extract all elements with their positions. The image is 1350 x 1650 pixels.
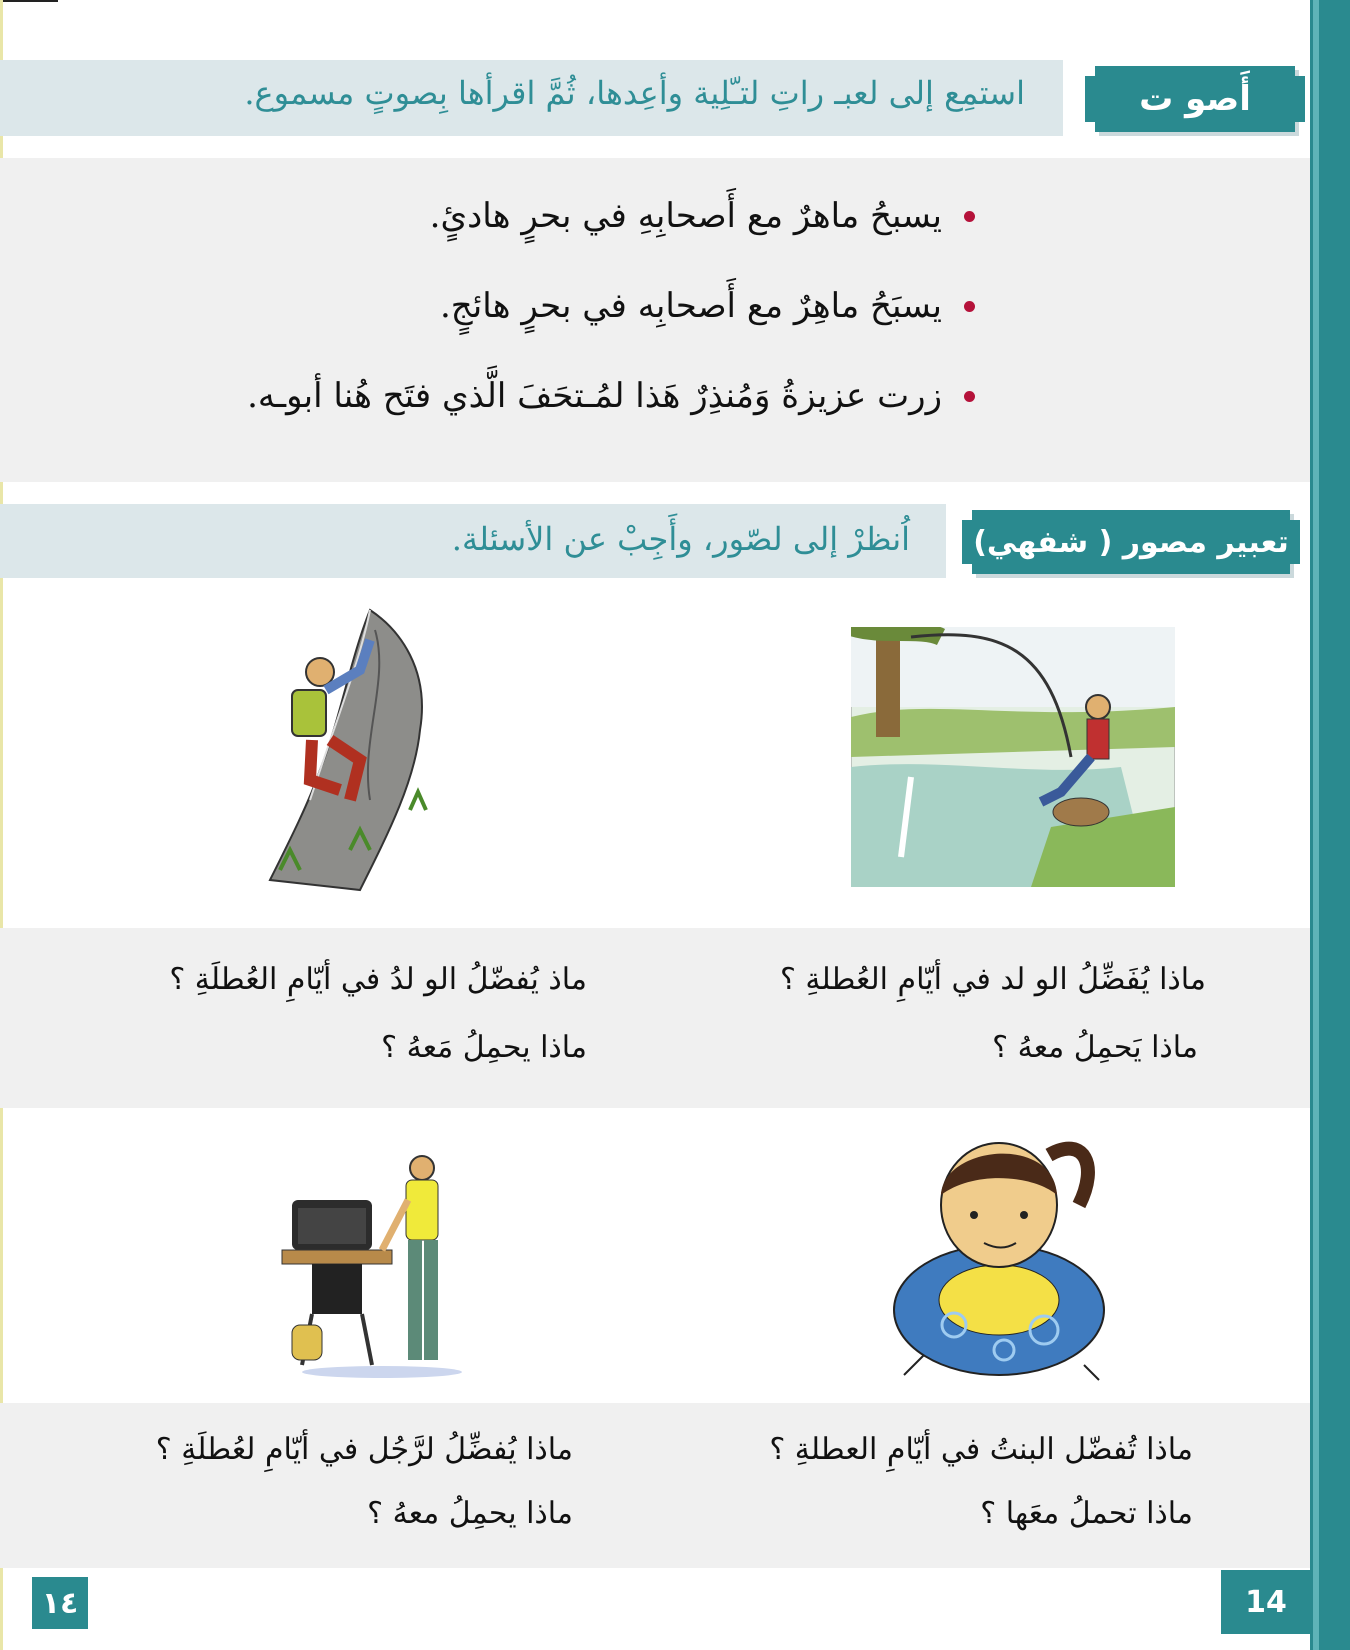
- page-number-arabic-text: ١٤: [41, 1585, 79, 1621]
- question-climbing-2: ماذا يحمِلُ مَعهُ ؟: [381, 1030, 587, 1065]
- expression-instruction: اُنظرْ إلى لصّور، وأَجِبْ عن الأسئلة.: [451, 520, 910, 558]
- bullet-icon: [964, 301, 975, 312]
- sentence-text: زرت عزيزةُ وَمُنذِرٌ هَذا لمُـتحَفَ الَّذي فتَح هُنا أبوـه.: [247, 376, 942, 416]
- expression-section-tag: [972, 510, 1290, 574]
- question-bbq-1: ماذا يُفضِّلُ لرَّجُل في أيّامِ لعُطلَةِ ؟: [155, 1432, 573, 1467]
- right-edge-highlight: [1313, 0, 1319, 1650]
- sound-tag-label: أَصو ت: [1139, 79, 1251, 119]
- page-number-latin: [1221, 1570, 1311, 1634]
- question-bbq-2: ماذا يحمِلُ معهُ ؟: [367, 1496, 573, 1531]
- sentence-1: [430, 196, 975, 236]
- bullet-icon: [964, 391, 975, 402]
- question-fishing-2: ماذا يَحمِلُ معهُ ؟: [992, 1030, 1198, 1065]
- questions-panel-2: [0, 1403, 1310, 1568]
- question-girl-1: ماذا تُفضّل البنتُ في أيّامِ العطلةِ ؟: [769, 1432, 1193, 1467]
- sentence-text: يسبَحُ ماهِرٌ مع أَصحابِه في بحرٍ هائجٍ.: [440, 286, 942, 326]
- sentence-3: [247, 376, 975, 416]
- bullet-icon: [964, 211, 975, 222]
- question-fishing-1: ماذا يُفَضِّلُ الو لد في أيّامِ العُطلةِ ؟: [779, 962, 1206, 997]
- sentence-2: [440, 286, 975, 326]
- expression-tag-label: تعبير مصور ( شفهي): [973, 524, 1289, 560]
- sound-section-tag: [1095, 66, 1295, 132]
- page-number-arabic: [32, 1577, 88, 1629]
- climber-illustration: [250, 600, 450, 900]
- questions-panel-1: [0, 928, 1310, 1108]
- top-rule: [0, 0, 58, 2]
- barbecue-man-illustration: [272, 1150, 472, 1380]
- question-climbing-1: ماذ يُفضّلُ الو لدُ في أيّامِ العُطلَةِ ؟: [169, 962, 587, 997]
- question-girl-2: ماذا تحملُ معَها ؟: [980, 1496, 1193, 1531]
- fishing-boy-illustration: [851, 627, 1175, 887]
- sound-instruction: استمِع إلى لعبـ راتِ لتـّلِية وأعِدها، ثُمَّ اقرأها بِصوتٍ مسموع.: [244, 74, 1025, 112]
- page-number-latin-text: 14: [1245, 1584, 1287, 1620]
- sentence-text: يسبحُ ماهرٌ مع أَصحابِهِ في بحرٍ هادئٍ.: [429, 196, 942, 236]
- girl-swim-ring-illustration: [884, 1125, 1114, 1385]
